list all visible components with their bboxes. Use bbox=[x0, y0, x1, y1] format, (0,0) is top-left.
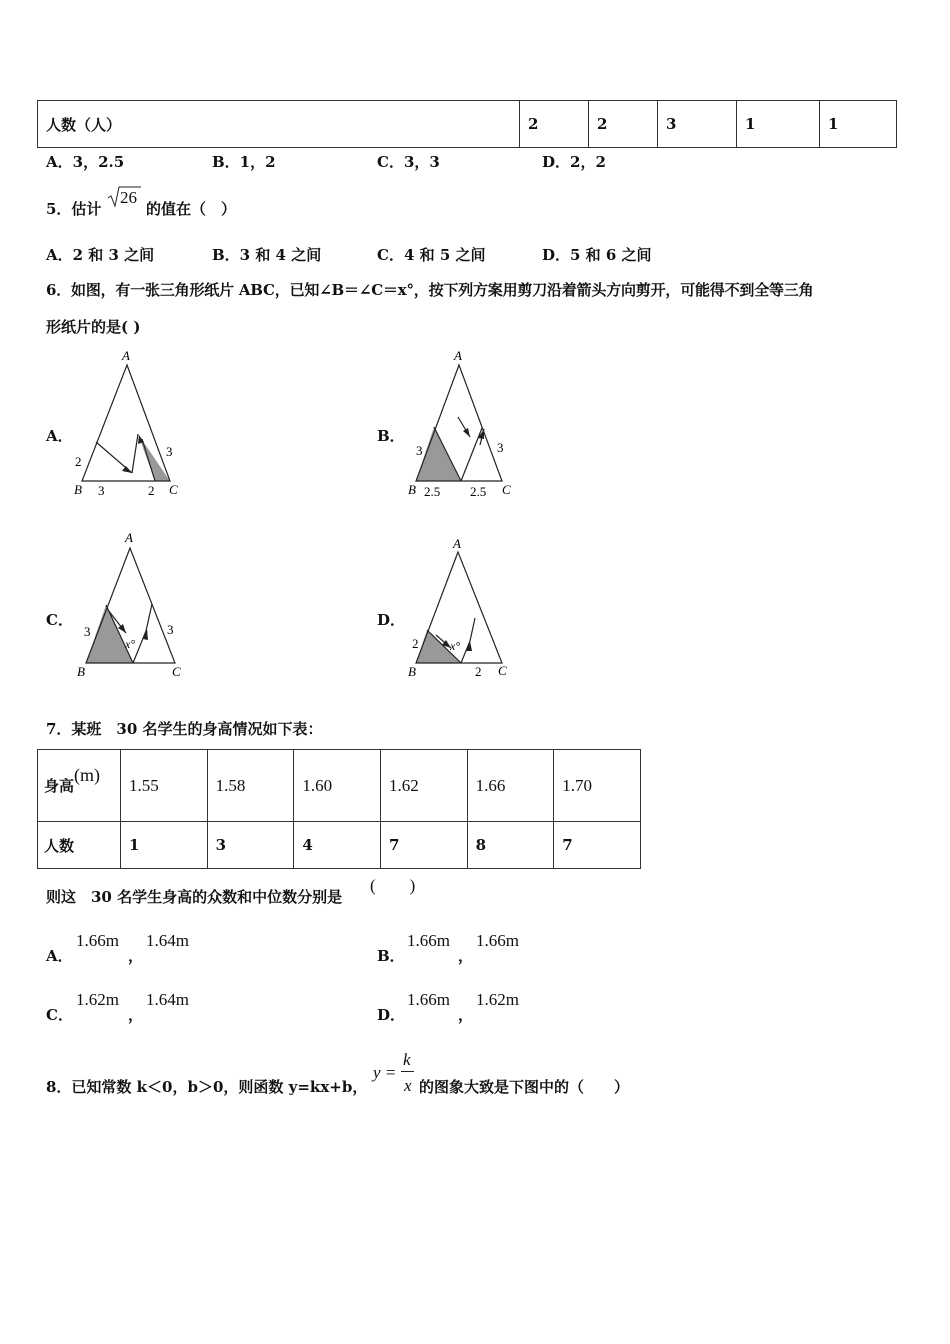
q7-question: 则这 30 名学生身高的众数和中位数分别是 bbox=[46, 888, 343, 906]
table-cell: 1.55 bbox=[121, 750, 208, 822]
angle-label: x° bbox=[125, 637, 136, 651]
fraction-bar bbox=[401, 1071, 414, 1072]
q8-frac-num: k bbox=[403, 1050, 411, 1069]
triangle-figure-d bbox=[398, 535, 528, 695]
angle-label: x° bbox=[450, 639, 461, 653]
comma: ， bbox=[128, 947, 144, 965]
table-cell: 1.62 bbox=[380, 750, 467, 822]
q7-option-d-v1: 1.66m bbox=[407, 990, 450, 1009]
side-label: 2 bbox=[412, 636, 419, 651]
comma: ， bbox=[128, 1006, 144, 1024]
count-table bbox=[37, 100, 897, 148]
vertex-b-label: B bbox=[408, 664, 416, 679]
vertex-a-label: A bbox=[125, 530, 133, 545]
side-label: 2 bbox=[475, 664, 482, 679]
table-row bbox=[38, 101, 897, 148]
q6-option-d-label: D． bbox=[377, 611, 406, 629]
vertex-c-label: C bbox=[172, 664, 181, 679]
triangle-figure-a bbox=[66, 345, 196, 505]
table-row bbox=[38, 822, 641, 869]
side-label: 2.5 bbox=[470, 484, 487, 499]
q6-option-b-label: B． bbox=[377, 427, 405, 445]
q4-option-a: A．3，2.5 bbox=[46, 153, 125, 171]
table-cell: 1.66 bbox=[467, 750, 554, 822]
vertex-a-label: A bbox=[122, 348, 130, 363]
vertex-c-label: C bbox=[502, 482, 511, 497]
q7-option-b-label: B． bbox=[377, 947, 405, 965]
q5-option-c: C．4 和 5 之间 bbox=[377, 246, 486, 264]
table-cell: 1 bbox=[737, 101, 820, 148]
vertex-c-label: C bbox=[169, 482, 178, 497]
side-label: 2.5 bbox=[424, 484, 441, 499]
q8-frac-lhs: y = bbox=[373, 1063, 397, 1082]
q7-paren: ( ) bbox=[370, 876, 416, 895]
table-row bbox=[38, 750, 641, 822]
q7-option-c-label: C． bbox=[46, 1006, 73, 1024]
q6-option-a-label: A． bbox=[46, 427, 73, 445]
table-cell: 7 bbox=[380, 822, 467, 869]
table-cell: 3 bbox=[207, 822, 294, 869]
table-cell: 2 bbox=[520, 101, 589, 148]
q5-option-d: D．5 和 6 之间 bbox=[542, 246, 652, 264]
side-label: 2 bbox=[75, 454, 82, 469]
q5-suffix: 的值在（ ） bbox=[146, 200, 237, 218]
vertex-b-label: B bbox=[77, 664, 85, 679]
q4-option-d: D．2，2 bbox=[542, 153, 606, 171]
side-label: 3 bbox=[167, 622, 174, 637]
vertex-b-label: B bbox=[408, 482, 416, 497]
table-cell: 1.58 bbox=[207, 750, 294, 822]
height-label-cell bbox=[38, 750, 121, 822]
q5-option-a: A．2 和 3 之间 bbox=[46, 246, 155, 264]
q7-intro: 7．某班 30 名学生的身高情况如下表： bbox=[46, 720, 323, 738]
triangle-figure-b bbox=[398, 345, 528, 505]
table-cell: 2 bbox=[589, 101, 658, 148]
q8-prefix: 8．已知常数 k＜0，b＞0，则函数 y=kx+b， bbox=[46, 1078, 368, 1096]
table-cell: 8 bbox=[467, 822, 554, 869]
q7-option-d-v2: 1.62m bbox=[476, 990, 519, 1009]
q6-line1: 6．如图，有一张三角形纸片 ABC，已知∠B＝∠C＝x°，按下列方案用剪刀沿着箭头方向剪开，可能得不到全等三角 bbox=[46, 281, 814, 299]
vertex-b-label: B bbox=[74, 482, 82, 497]
table-cell: 4 bbox=[294, 822, 381, 869]
q5-prefix: 5．估计 bbox=[46, 200, 102, 218]
q7-option-c-v2: 1.64m bbox=[146, 990, 189, 1009]
q5-option-b: B．3 和 4 之间 bbox=[212, 246, 322, 264]
side-label: 3 bbox=[416, 443, 423, 458]
q4-option-b: B．1，2 bbox=[212, 153, 276, 171]
q8-frac-den: x bbox=[404, 1076, 412, 1095]
height-label: 身高 bbox=[44, 777, 75, 795]
table-label: 人数（人） bbox=[38, 101, 520, 148]
side-label: 2 bbox=[148, 483, 155, 498]
q7-option-d-label: D． bbox=[377, 1006, 406, 1024]
q7-option-b-v2: 1.66m bbox=[476, 931, 519, 950]
table-cell: 3 bbox=[658, 101, 737, 148]
side-label: 3 bbox=[166, 444, 173, 459]
q4-option-c: C．3，3 bbox=[377, 153, 440, 171]
q7-option-a-label: A． bbox=[46, 947, 73, 965]
vertex-a-label: A bbox=[454, 348, 462, 363]
comma: ， bbox=[458, 947, 474, 965]
q6-option-c-label: C． bbox=[46, 611, 73, 629]
comma: ， bbox=[458, 1006, 474, 1024]
q8-suffix: 的图象大致是下图中的（ ） bbox=[419, 1078, 630, 1096]
side-label: 3 bbox=[497, 440, 504, 455]
q6-line2: 形纸片的是( ) bbox=[46, 318, 141, 336]
height-unit: (m) bbox=[74, 765, 101, 785]
table-cell: 1 bbox=[121, 822, 208, 869]
q7-option-c-v1: 1.62m bbox=[76, 990, 119, 1009]
table-cell: 7 bbox=[554, 822, 641, 869]
vertex-a-label: A bbox=[453, 536, 461, 551]
q7-option-a-v1: 1.66m bbox=[76, 931, 119, 950]
table-cell: 1 bbox=[820, 101, 897, 148]
vertex-c-label: C bbox=[498, 663, 507, 678]
triangle-figure-c bbox=[70, 528, 200, 688]
table-cell: 1.60 bbox=[294, 750, 381, 822]
q7-option-b-v1: 1.66m bbox=[407, 931, 450, 950]
side-label: 3 bbox=[98, 483, 105, 498]
q5-radicand: 26 bbox=[120, 188, 137, 207]
height-table bbox=[37, 749, 641, 869]
count-label: 人数 bbox=[38, 822, 121, 869]
side-label: 3 bbox=[84, 624, 91, 639]
table-cell: 1.70 bbox=[554, 750, 641, 822]
q7-option-a-v2: 1.64m bbox=[146, 931, 189, 950]
